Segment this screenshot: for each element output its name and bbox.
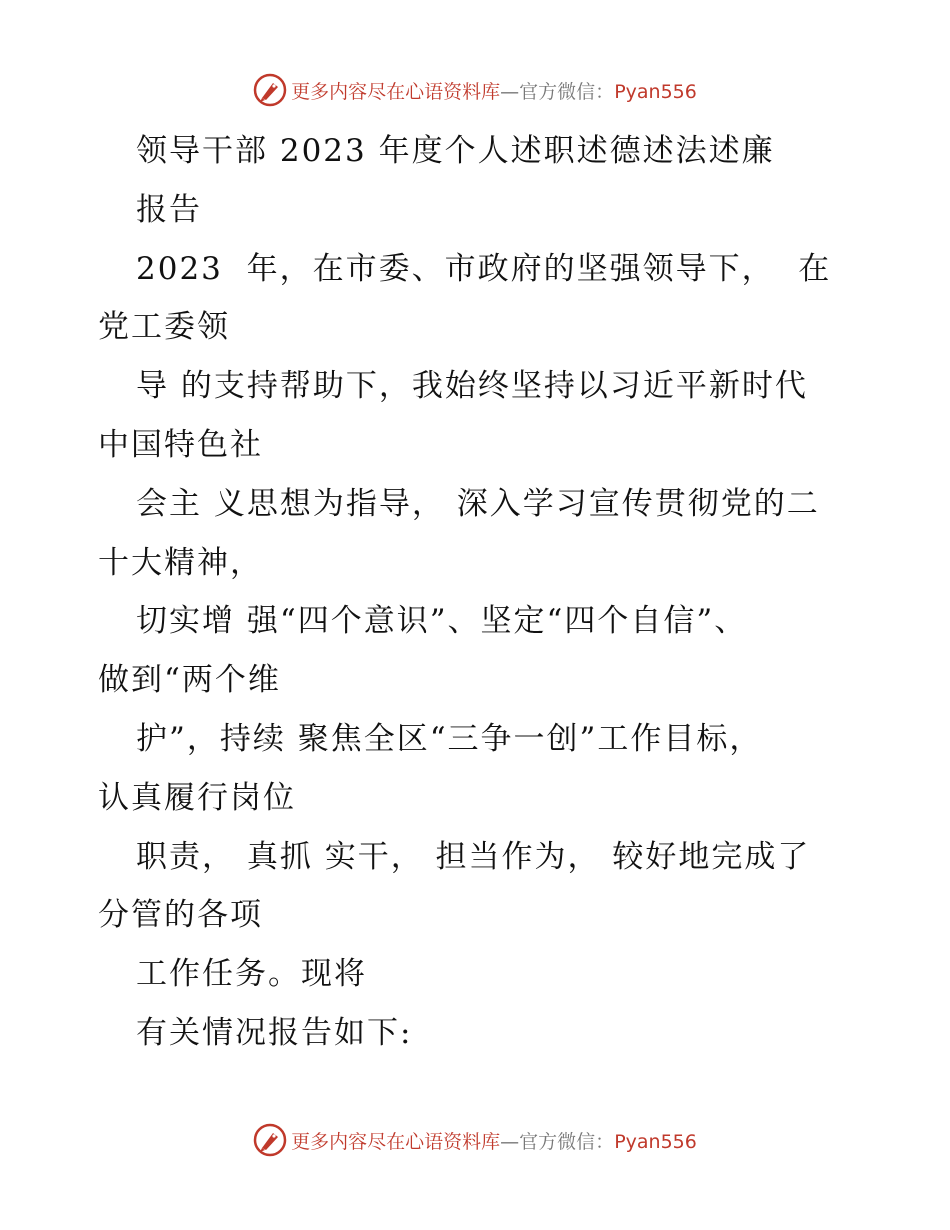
pen-nib-logo-icon: [253, 1123, 287, 1157]
text-line: 有关情况报告如下:: [136, 1014, 413, 1051]
text-line: 做到“两个维: [98, 662, 281, 699]
header-banner: [0, 70, 950, 110]
text-line: 2023 年，在市委、市政府的坚强领导下， 在: [136, 250, 832, 287]
banner-text: 更多内容尽在心语资料库—官方微信：Pyan556: [291, 1130, 697, 1153]
text-line: 切实增 强“四个意识”、坚定“四个自信”、: [136, 603, 748, 640]
pen-nib-logo-icon: [253, 73, 287, 107]
text-line: 领导干部 2023 年度个人述职述德述法述廉: [136, 133, 775, 169]
text-line: 报告: [136, 191, 202, 228]
text-line: 认真履行岗位: [98, 779, 296, 816]
text-line: 职责， 真抓 实干， 担当作为， 较好地完成了: [136, 838, 811, 875]
text-line: 导 的支持帮助下，我始终坚持以习近平新时代: [136, 368, 808, 405]
document-body: [98, 122, 878, 1063]
text-line: 十大精神，: [98, 544, 263, 581]
text-line: 党工委领: [98, 309, 230, 346]
text-line: 工作任务。现将: [136, 956, 367, 993]
text-line: 分管的各项: [98, 897, 263, 934]
text-line: 中国特色社: [98, 426, 263, 463]
text-line: 会主 义思想为指导， 深入学习宣传贯彻党的二: [136, 485, 820, 522]
footer-banner: [0, 1120, 950, 1160]
banner-text: 更多内容尽在心语资料库—官方微信：Pyan556: [291, 80, 697, 103]
text-line: 护”，持续 聚焦全区“三争一创”工作目标，: [136, 720, 763, 757]
